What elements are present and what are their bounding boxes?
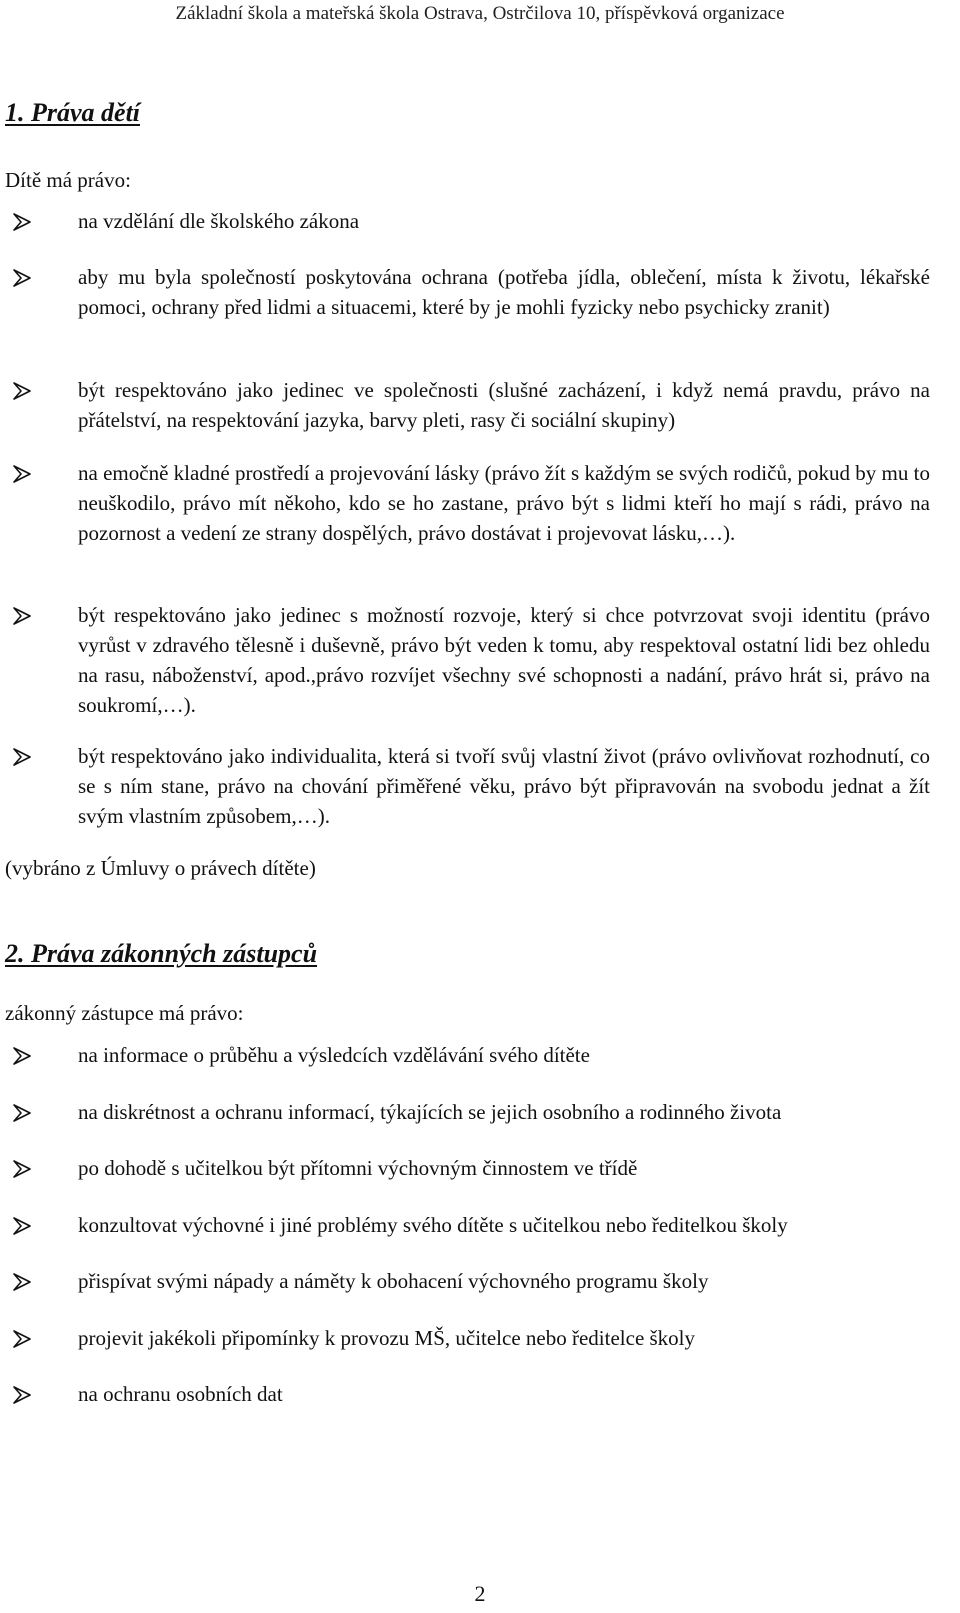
list-item-text: být respektováno jako individualita, která si tvoří svůj vlastní život (právo ovlivňovat rozhodnutí, co se s ním stane, právo na chování přiměřené věku, právo být připravován na svobodu jednat a žít svým vlastním způsobem,…). [78, 744, 930, 828]
section-title-children-rights: 1. Práva dětí [5, 98, 141, 127]
page-number: 2 [474, 1581, 486, 1606]
arrowhead-bullet-icon [12, 1159, 32, 1179]
section-intro-children: Dítě má právo: [5, 168, 131, 192]
list-item [6, 1040, 930, 1070]
arrowhead-bullet-icon [12, 464, 32, 484]
list-item-text: na informace o průběhu a výsledcích vzdělávání svého dítěte [78, 1043, 590, 1067]
arrowhead-bullet-icon [12, 747, 32, 767]
list-item-text: na diskrétnost a ochranu informací, týkajících se jejich osobního a rodinného života [78, 1100, 782, 1124]
list-item-text: po dohodě s učitelkou být přítomni výchovným činnostem ve třídě [78, 1156, 638, 1180]
list-item [6, 1210, 930, 1240]
list-item [6, 375, 930, 435]
arrowhead-bullet-icon [12, 212, 32, 232]
list-item [6, 206, 930, 236]
arrowhead-bullet-icon [12, 1046, 32, 1066]
list-item [6, 1097, 930, 1127]
list-item-text: na ochranu osobních dat [78, 1382, 283, 1406]
list-item [6, 600, 930, 720]
document-header: Základní škola a mateřská škola Ostrava, Ostrčilova 10, příspěvková organizace [175, 3, 785, 24]
arrowhead-bullet-icon [12, 1216, 32, 1236]
list-item [6, 741, 930, 831]
list-item-text: být respektováno jako jedinec ve společnosti (slušné zacházení, i když nemá pravdu, právo na přátelství, na respektování jazyka, barvy pleti, rasy či sociální skupiny) [78, 378, 930, 432]
list-item [6, 1323, 930, 1353]
arrowhead-bullet-icon [12, 1385, 32, 1405]
list-item [6, 458, 930, 548]
arrowhead-bullet-icon [12, 381, 32, 401]
list-item [6, 262, 930, 322]
list-item-text: přispívat svými nápady a náměty k obohacení výchovného programu školy [78, 1269, 709, 1293]
arrowhead-bullet-icon [12, 1272, 32, 1292]
section-intro-guardians: zákonný zástupce má právo: [5, 1001, 244, 1025]
list-item-text: být respektováno jako jedinec s možností rozvoje, který si chce potvrzovat svoji identitu (právo vyrůst v zdravého tělesně i duševně, právo být veden k tomu, aby respektoval ostatní lidi bez ohledu na rasu, náboženství, apod.,právo rozvíjet všechny své schopnosti a nadání, právo hrát si, právo na soukromí,…). [78, 603, 930, 717]
list-item [6, 1379, 930, 1409]
list-item [6, 1153, 930, 1183]
source-note: (vybráno z Úmluvy o právech dítěte) [5, 856, 316, 880]
arrowhead-bullet-icon [12, 606, 32, 626]
arrowhead-bullet-icon [12, 1103, 32, 1123]
section-title-guardian-rights: 2. Práva zákonných zástupců [5, 939, 318, 968]
list-item-text: konzultovat výchovné i jiné problémy svého dítěte s učitelkou nebo ředitelkou školy [78, 1213, 788, 1237]
list-item-text: aby mu byla společností poskytována ochrana (potřeba jídla, oblečení, místa k životu, lékařské pomoci, ochrany před lidmi a situacemi, které by je mohli fyzicky nebo psychicky zranit) [78, 265, 930, 319]
arrowhead-bullet-icon [12, 268, 32, 288]
list-item-text: na vzdělání dle školského zákona [78, 209, 360, 233]
list-item-text: projevit jakékoli připomínky k provozu MŠ, učitelce nebo ředitelce školy [78, 1326, 696, 1350]
arrowhead-bullet-icon [12, 1329, 32, 1349]
list-item-text: na emočně kladné prostředí a projevování lásky (právo žít s každým se svých rodičů, pokud by mu to neuškodilo, právo mít někoho, kdo se ho zastane, právo být s lidmi kteří ho mají s rádi, právo na pozornost a vedení ze strany dospělých, právo dostávat i projevovat lásku,…). [78, 461, 930, 545]
list-item [6, 1266, 930, 1296]
